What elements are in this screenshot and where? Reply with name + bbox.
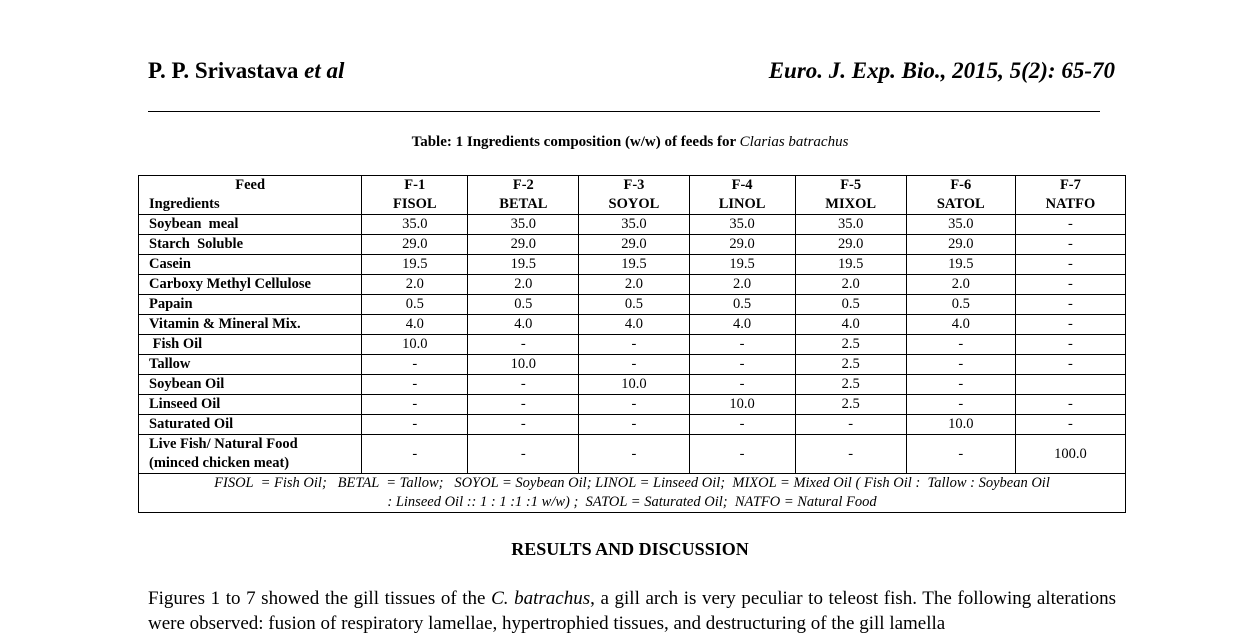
table-cell: - xyxy=(906,435,1015,474)
table-cell: 2.0 xyxy=(906,275,1015,295)
table-cell: - xyxy=(579,355,689,375)
ingredient-name: Casein xyxy=(139,255,362,275)
table-cell: 4.0 xyxy=(579,315,689,335)
table-cell: 35.0 xyxy=(362,215,468,235)
feed-label: Feed xyxy=(139,176,362,196)
authors: P. P. Srivastava xyxy=(148,58,299,83)
table-cell: - xyxy=(1015,295,1125,315)
table-cell: 0.5 xyxy=(906,295,1015,315)
table-cell: 29.0 xyxy=(579,235,689,255)
table-cell: 0.5 xyxy=(468,295,579,315)
table-cell: 2.5 xyxy=(795,355,906,375)
ingredient-name: Tallow xyxy=(139,355,362,375)
ingredient-name: Soybean meal xyxy=(139,215,362,235)
feed-code: F-1 xyxy=(362,176,468,196)
ingredient-name: Linseed Oil xyxy=(139,395,362,415)
feed-name: MIXOL xyxy=(795,195,906,215)
table-cell: 10.0 xyxy=(362,335,468,355)
table-cell: 29.0 xyxy=(795,235,906,255)
table-caption xyxy=(0,134,1260,151)
table-cell: - xyxy=(468,415,579,435)
table-cell: - xyxy=(362,395,468,415)
table-cell: - xyxy=(906,395,1015,415)
table-row xyxy=(139,355,1126,375)
table-cell: 4.0 xyxy=(795,315,906,335)
table-cell: 10.0 xyxy=(468,355,579,375)
table-header-row-codes xyxy=(139,176,1126,196)
ingredient-name-line: Live Fish/ Natural Food xyxy=(149,436,298,452)
table-cell: 19.5 xyxy=(795,255,906,275)
table-cell: 35.0 xyxy=(579,215,689,235)
feed-code: F-5 xyxy=(795,176,906,196)
table-cell: - xyxy=(1015,275,1125,295)
table-cell xyxy=(1015,375,1125,395)
table-cell: - xyxy=(906,335,1015,355)
table-footnote xyxy=(139,474,1126,513)
caption-species: Clarias batrachus xyxy=(739,134,849,150)
table-cell: 0.5 xyxy=(795,295,906,315)
body-species: C. batrachus xyxy=(491,588,591,609)
body-text: , a gill arch is very peculiar to teleost fish. The following alterations were observed: fusion of respiratory lamellae, hypertrophied tissues, and destructuring of the gill lamella xyxy=(148,588,1117,634)
table-row xyxy=(139,235,1126,255)
et-al: et al xyxy=(304,58,345,83)
table-cell: - xyxy=(689,375,795,395)
table-cell: - xyxy=(579,395,689,415)
table-row xyxy=(139,295,1126,315)
table-cell: 19.5 xyxy=(579,255,689,275)
table-cell: - xyxy=(1015,235,1125,255)
section-heading: RESULTS AND DISCUSSION xyxy=(511,539,749,559)
table-cell: - xyxy=(689,415,795,435)
table-cell: 19.5 xyxy=(689,255,795,275)
table-footnote-row xyxy=(139,474,1126,513)
footnote-line: FISOL = Fish Oil; BETAL = Tallow; SOYOL = Soybean Oil; LINOL = Linseed Oil; MIXOL = Mixed Oil ( Fish Oil : Tallow : Soybean Oil xyxy=(214,475,1050,491)
table-cell: 19.5 xyxy=(906,255,1015,275)
feed-code: F-2 xyxy=(468,176,579,196)
table-cell: 10.0 xyxy=(906,415,1015,435)
ingredient-name: Papain xyxy=(139,295,362,315)
table-cell: 0.5 xyxy=(579,295,689,315)
table-cell: - xyxy=(362,355,468,375)
table-cell: 2.0 xyxy=(362,275,468,295)
table-cell: - xyxy=(795,415,906,435)
feed-name: SATOL xyxy=(906,195,1015,215)
running-header-citation: Euro. J. Exp. Bio., 2015, 5(2): 65-70 xyxy=(768,58,1115,83)
table-cell: 35.0 xyxy=(468,215,579,235)
feed-name: LINOL xyxy=(689,195,795,215)
ingredient-name: Fish Oil xyxy=(139,335,362,355)
table-cell: - xyxy=(468,395,579,415)
ingredient-name: Soybean Oil xyxy=(139,375,362,395)
table-cell: 29.0 xyxy=(906,235,1015,255)
feed-name: SOYOL xyxy=(579,195,689,215)
feed-code: F-4 xyxy=(689,176,795,196)
table-cell: 10.0 xyxy=(689,395,795,415)
feed-name: FISOL xyxy=(362,195,468,215)
table-row xyxy=(139,335,1126,355)
table-cell: 35.0 xyxy=(795,215,906,235)
feed-name: NATFO xyxy=(1015,195,1125,215)
table-cell: 0.5 xyxy=(362,295,468,315)
table-cell: 2.5 xyxy=(795,375,906,395)
table-cell: 2.5 xyxy=(795,395,906,415)
feed-code: F-3 xyxy=(579,176,689,196)
caption-text: Table: 1 Ingredients composition (w/w) of feeds for xyxy=(411,134,736,150)
footnote-line: : Linseed Oil :: 1 : 1 :1 :1 w/w) ; SATOL = Saturated Oil; NATFO = Natural Food xyxy=(387,494,877,510)
table-cell: 4.0 xyxy=(468,315,579,335)
feed-name: BETAL xyxy=(468,195,579,215)
table-cell: 0.5 xyxy=(689,295,795,315)
table-cell: - xyxy=(689,435,795,474)
table-cell: - xyxy=(1015,395,1125,415)
ingredients-table xyxy=(138,175,1126,513)
table-cell: 35.0 xyxy=(689,215,795,235)
feed-code: F-7 xyxy=(1015,176,1125,196)
body-text: Figures 1 to 7 showed the gill tissues of the xyxy=(148,588,486,609)
table-row xyxy=(139,255,1126,275)
table-cell: 2.5 xyxy=(795,335,906,355)
table-row xyxy=(139,395,1126,415)
table-cell: - xyxy=(1015,215,1125,235)
header-rule xyxy=(148,111,1100,112)
table-cell: - xyxy=(689,335,795,355)
table-cell: - xyxy=(579,415,689,435)
body-paragraph xyxy=(148,586,1116,636)
table-cell: - xyxy=(362,415,468,435)
table-cell: - xyxy=(1015,255,1125,275)
table-cell: 2.0 xyxy=(795,275,906,295)
table-row xyxy=(139,375,1126,395)
table-cell: 4.0 xyxy=(689,315,795,335)
table-row xyxy=(139,215,1126,235)
table-row xyxy=(139,435,1126,474)
table-row xyxy=(139,275,1126,295)
table-cell: - xyxy=(362,435,468,474)
table-cell: 35.0 xyxy=(906,215,1015,235)
ingredient-name: Starch Soluble xyxy=(139,235,362,255)
table-cell: 2.0 xyxy=(689,275,795,295)
table-cell: - xyxy=(1015,335,1125,355)
ingredient-name xyxy=(139,435,362,474)
table-cell: 4.0 xyxy=(906,315,1015,335)
feed-code: F-6 xyxy=(906,176,1015,196)
table-row xyxy=(139,315,1126,335)
ingredient-name-line: (minced chicken meat) xyxy=(149,455,290,471)
table-cell: - xyxy=(1015,355,1125,375)
table-cell: - xyxy=(906,355,1015,375)
ingredient-name: Carboxy Methyl Cellulose xyxy=(139,275,362,295)
table-cell: 19.5 xyxy=(468,255,579,275)
table-cell: - xyxy=(1015,315,1125,335)
table-cell: - xyxy=(689,355,795,375)
table-cell: - xyxy=(468,375,579,395)
table-cell: - xyxy=(468,435,579,474)
ingredient-name: Vitamin & Mineral Mix. xyxy=(139,315,362,335)
table-cell: - xyxy=(579,335,689,355)
table-cell: 29.0 xyxy=(362,235,468,255)
table-cell: 2.0 xyxy=(468,275,579,295)
table-cell: 29.0 xyxy=(468,235,579,255)
table-cell: - xyxy=(579,435,689,474)
running-header-authors xyxy=(148,58,344,84)
ingredients-label: Ingredients xyxy=(139,195,362,215)
table-cell: 100.0 xyxy=(1015,435,1125,474)
table-cell: - xyxy=(362,375,468,395)
table-cell: 19.5 xyxy=(362,255,468,275)
table-cell: - xyxy=(468,335,579,355)
table-cell: - xyxy=(906,375,1015,395)
table-row xyxy=(139,415,1126,435)
table-cell: 4.0 xyxy=(362,315,468,335)
table-cell: 29.0 xyxy=(689,235,795,255)
table-header-row-names xyxy=(139,195,1126,215)
table-cell: 2.0 xyxy=(579,275,689,295)
table-cell: - xyxy=(795,435,906,474)
table-cell: 10.0 xyxy=(579,375,689,395)
table-cell: - xyxy=(1015,415,1125,435)
ingredient-name: Saturated Oil xyxy=(139,415,362,435)
